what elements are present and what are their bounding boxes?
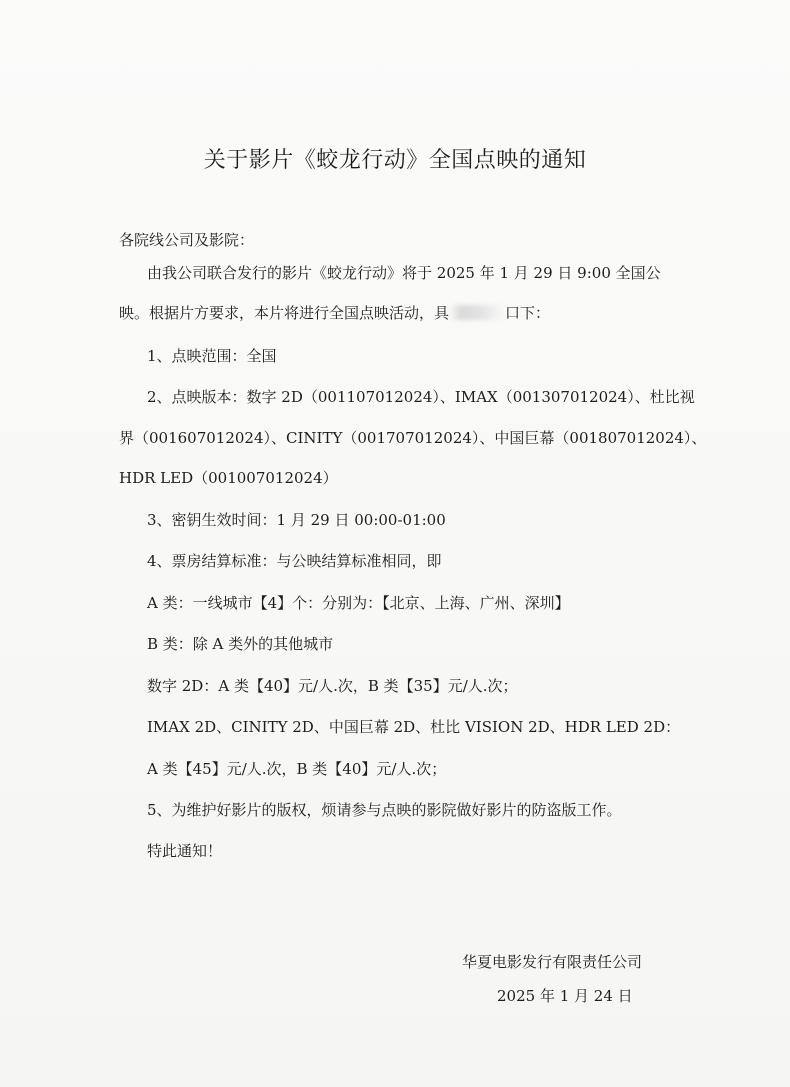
paragraph-line-start: 映。根据片方要求，本片将进行全国点映活动，具 (119, 304, 450, 322)
document-title: 关于影片《蛟龙行动》全国点映的通知 (203, 148, 587, 173)
redaction-blur (450, 305, 504, 320)
premium-formats: IMAX 2D、CINITY 2D、中国巨幕 2D、杜比 VISION 2D、HDR LED 2D： (147, 718, 681, 736)
salutation: 各院线公司及影院： (119, 231, 255, 249)
class-b-cities: B 类：除 A 类外的其他城市 (147, 635, 334, 653)
list-item-settlement: 4、票房结算标准：与公映结算标准相同，即 (147, 552, 442, 570)
issuer-company: 华夏电影发行有限责任公司 (462, 953, 643, 971)
price-premium: A 类【45】元/人.次，B 类【40】元/人.次； (147, 760, 447, 778)
closing-line: 特此通知！ (147, 842, 223, 860)
paragraph-line-end: 口下： (505, 304, 551, 322)
list-item-versions: 2、点映版本：数字 2D（001107012024）、IMAX（001307012024）、杜比视 (147, 388, 695, 406)
list-item-key-time: 3、密钥生效时间：1 月 29 日 00:00-01:00 (147, 511, 446, 529)
list-item-scope: 1、点映范围：全国 (147, 347, 277, 365)
list-item-versions-cont: HDR LED（001007012024） (119, 469, 338, 487)
class-a-cities: A 类：一线城市【4】个：分别为：【北京、上海、广州、深圳】 (147, 594, 570, 612)
list-item-antipiracy: 5、为维护好影片的版权，烦请参与点映的影院做好影片的防盗版工作。 (147, 801, 622, 819)
price-2d: 数字 2D：A 类【40】元/人.次，B 类【35】元/人.次； (147, 677, 518, 695)
paragraph-line: 由我公司联合发行的影片《蛟龙行动》将于 2025 年 1 月 29 日 9:00 全国公 (147, 264, 661, 282)
issue-date: 2025 年 1 月 24 日 (497, 987, 633, 1005)
list-item-versions-cont: 界（001607012024）、CINITY（001707012024）、中国巨幕（001807012024）、 (119, 429, 707, 447)
paragraph-line (119, 302, 550, 323)
